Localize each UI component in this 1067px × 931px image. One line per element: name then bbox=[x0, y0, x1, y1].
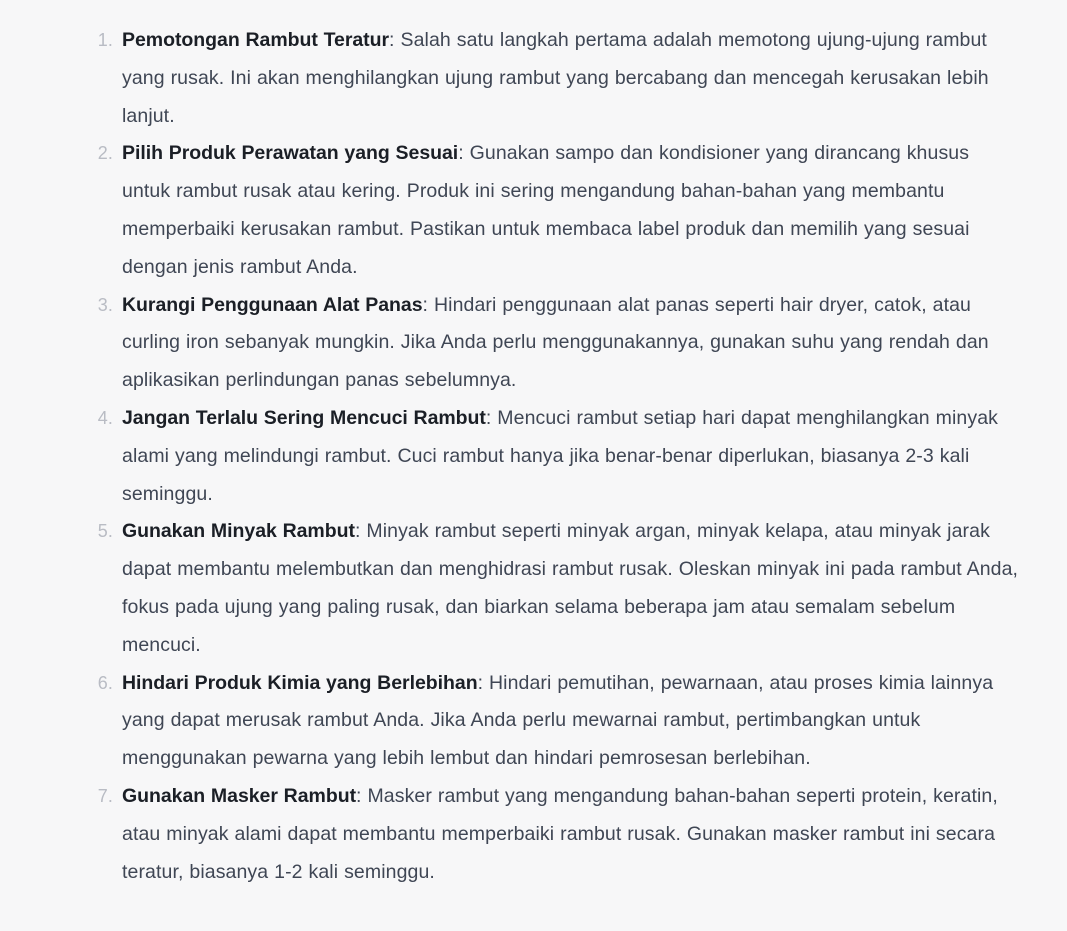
list-item-title: Gunakan Minyak Rambut bbox=[122, 520, 355, 543]
list-item-title: Kurangi Penggunaan Alat Panas bbox=[122, 293, 423, 316]
list-item-marker: 1. bbox=[97, 30, 113, 50]
list-item-separator: : bbox=[458, 142, 464, 165]
list-item bbox=[85, 287, 1020, 400]
list-item-marker: 5. bbox=[97, 521, 113, 542]
list-item-body: Minyak rambut seperti minyak argan, minyak kelapa, atau minyak jarak dapat membantu melembutkan dan menghidrasi rambut rusak. Oleskan minyak ini pada rambut Anda, fokus pada ujung yang paling rusak, dan biarkan selama beberapa jam atau semalam sebelum mencuci. bbox=[122, 520, 1019, 656]
list-item bbox=[85, 513, 1020, 664]
list-item-separator: : bbox=[422, 293, 429, 316]
list-item bbox=[85, 22, 1020, 135]
list-item-marker: 7. bbox=[97, 785, 113, 806]
list-item-separator: : bbox=[389, 29, 395, 51]
list-item-separator: : bbox=[354, 520, 361, 543]
list-item-marker: 3. bbox=[97, 294, 113, 315]
list-item-title: Jangan Terlalu Sering Mencuci Rambut bbox=[122, 406, 486, 429]
list-item-marker: 2. bbox=[97, 143, 113, 164]
list-item-body: Salah satu langkah pertama adalah memotong ujung-ujung rambut yang rusak. Ini akan menghilangkan ujung rambut yang bercabang dan mencegah kerusakan lebih lanjut. bbox=[122, 29, 989, 127]
list-item bbox=[85, 778, 1020, 891]
list-item-title: Pemotongan Rambut Teratur bbox=[122, 29, 390, 51]
list-item bbox=[85, 135, 1020, 286]
list-item-title: Hindari Produk Kimia yang Berlebihan bbox=[122, 671, 478, 694]
list-item-separator: : bbox=[485, 406, 492, 429]
list-item-body: Hindari pemutihan, pewarnaan, atau proses kimia lainnya yang dapat merusak rambut Anda. Jika Anda perlu mewarnai rambut, pertimbangkan untuk menggunakan pewarna yang lebih lembut dan hindari pemrosesan berlebihan. bbox=[122, 671, 994, 770]
list-item bbox=[85, 400, 1020, 513]
list-item-body: Mencuci rambut setiap hari dapat menghilangkan minyak alami yang melindungi rambut. Cuci rambut hanya jika benar-benar diperlukan, biasanya 2-3 kali seminggu. bbox=[122, 406, 998, 505]
list-item bbox=[85, 665, 1020, 778]
list-item-marker: 6. bbox=[97, 672, 113, 693]
list-item-title: Gunakan Masker Rambut bbox=[122, 784, 357, 807]
list-item-marker: 4. bbox=[97, 407, 113, 428]
list-item-separator: : bbox=[356, 784, 362, 807]
list-item-body: Hindari penggunaan alat panas seperti hair dryer, catok, atau curling iron sebanyak mungkin. Jika Anda perlu menggunakannya, gunakan suhu yang rendah dan aplikasikan perlindungan panas sebelumnya. bbox=[122, 293, 989, 392]
list-item-separator: : bbox=[477, 671, 484, 694]
list-item-title: Pilih Produk Perawatan yang Sesuai bbox=[122, 142, 459, 165]
list-item-body: Gunakan sampo dan kondisioner yang dirancang khusus untuk rambut rusak atau kering. Produk ini sering mengandung bahan-bahan yang membantu memperbaiki kerusakan rambut. Pastikan untuk membaca label produk dan memilih yang sesuai dengan jenis rambut Anda. bbox=[122, 142, 970, 278]
list-item-body: Masker rambut yang mengandung bahan-bahan seperti protein, keratin, atau minyak alami dapat membantu memperbaiki rambut rusak. Gunakan masker rambut ini secara teratur, biasanya 1-2 kali seminggu. bbox=[122, 784, 998, 883]
